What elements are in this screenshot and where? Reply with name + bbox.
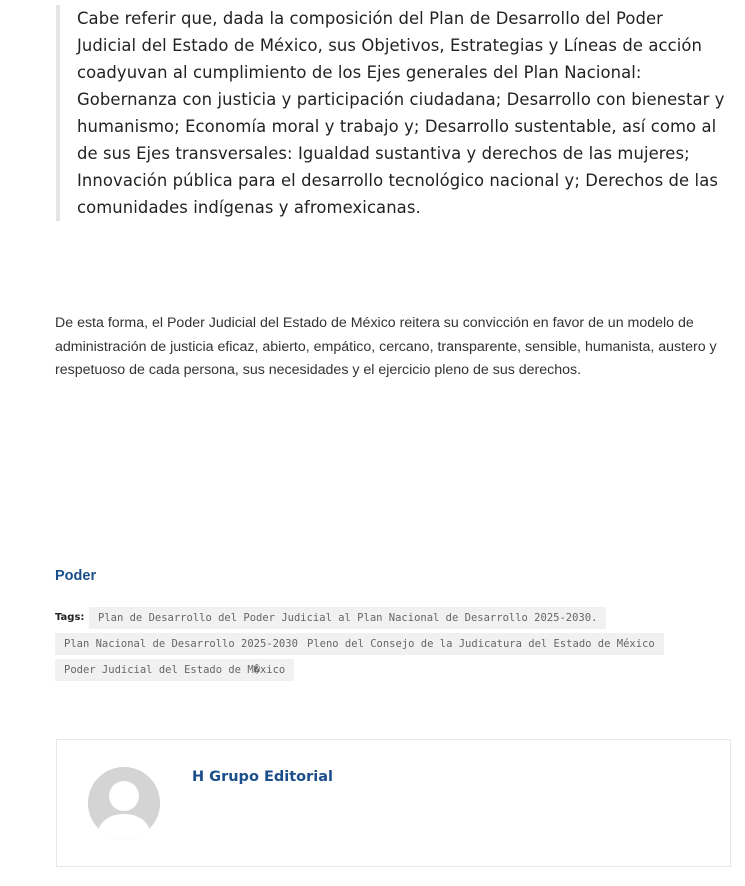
avatar-silhouette	[88, 767, 160, 839]
tags-label: Tags:	[55, 612, 85, 623]
tag-link[interactable]: Plan Nacional de Desarrollo 2025-2030	[55, 633, 307, 655]
tag-link[interactable]: Pleno del Consejo de la Judicatura del Estado de México	[298, 633, 664, 655]
default-user-avatar-icon[interactable]	[88, 767, 160, 839]
tag-link[interactable]: Poder Judicial del Estado de M�xico	[55, 659, 294, 681]
article-blockquote	[56, 5, 726, 221]
article-paragraph: De esta forma, el Poder Judicial del Estado de México reitera su convicción en favor de un modelo de administración de justicia eficaz, abierto, empático, cercano, transparente, sensible, humanista, austero y respetuoso de cada persona, sus necesidades y el ejercicio pleno de sus derechos.	[55, 315, 717, 378]
blockquote-text: Cabe referir que, dada la composición del Plan de Desarrollo del Poder Judicial del Estado de México, sus Objetivos, Estrategias y Líneas de acción coadyuvan al cumplimiento de los Ejes generales del Plan Nacional: Gobernanza con justicia y participación ciudadana; Desarrollo con bienestar y humanismo; Economía moral y trabajo y; Desarrollo sustentable, así como al de sus Ejes transversales: Igualdad sustantiva y derechos de las mujeres; Innovación pública para el desarrollo tecnológico nacional y; Derechos de las comunidades indígenas y afromexicanas.	[77, 9, 725, 217]
author-box	[56, 739, 731, 867]
category-link[interactable]: Poder	[55, 568, 97, 584]
tag-link[interactable]: Plan de Desarrollo del Poder Judicial al Plan Nacional de Desarrollo 2025-2030.	[89, 607, 606, 629]
author-name-link[interactable]: H Grupo Editorial	[192, 769, 333, 785]
